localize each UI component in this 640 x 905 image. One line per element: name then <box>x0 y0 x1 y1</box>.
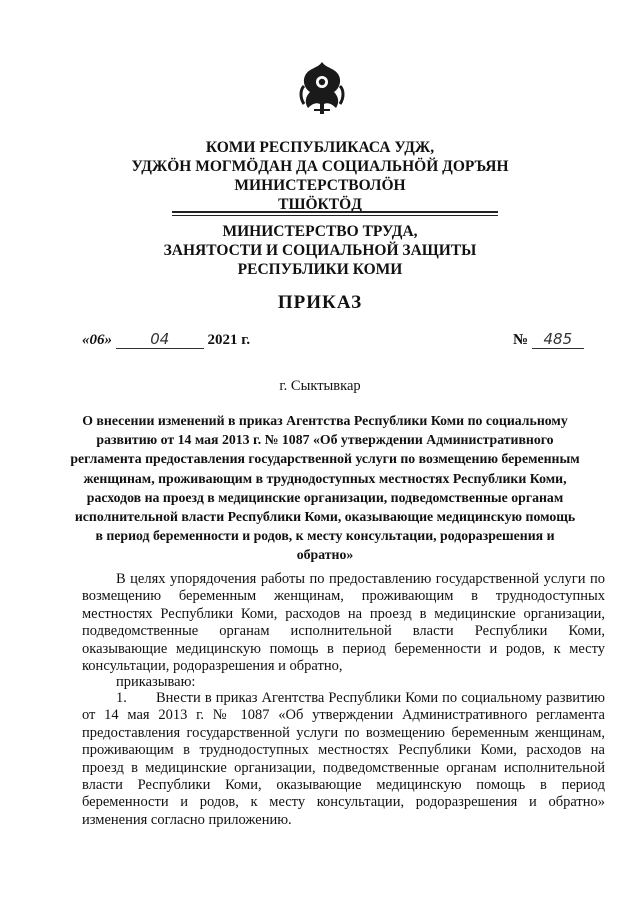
order-number-handwritten: 485 <box>532 330 584 349</box>
date-day: «06» <box>82 332 112 348</box>
coat-of-arms-emblem <box>296 58 348 118</box>
header-divider-thin <box>172 215 498 216</box>
item-1-text: Внести в приказ Агентства Республики Коми по социальному развитию от 14 мая 2013 г. № 1087 «Об утверждении Административного регламента предоставления государственной услуги по возмещению беременным женщинам, проживающим в труднодоступных местностях Республики Коми, расходов на проезд в медицинские организации, подведомственные органам исполнительной власти Республики Коми, оказывающие медицинскую помощь в период беременности и родов, к месту консультации, родоразрешения и обратно» изменения согласно приложению. <box>82 690 605 828</box>
document-title: ПРИКАЗ <box>277 292 363 313</box>
header-russian-line: ЗАНЯТОСТИ И СОЦИАЛЬНОЙ ЗАЩИТЫ <box>163 242 477 259</box>
header-komi-line: МИНИСТЕРСТВОЛӦН <box>234 177 406 194</box>
header-russian-line: МИНИСТЕРСТВО ТРУДА, <box>222 223 418 240</box>
order-date <box>82 330 250 349</box>
order-number <box>513 330 584 349</box>
city: г. Сыктывкар <box>279 378 361 394</box>
header-russian <box>0 222 640 279</box>
header-russian-line: РЕСПУБЛИКИ КОМИ <box>237 261 403 278</box>
date-month-handwritten: 04 <box>116 330 204 349</box>
header-komi <box>0 138 640 214</box>
header-komi-line: ТШӦКТӦД <box>278 196 362 213</box>
header-komi-line: УДЖӦН МОГМӦДАН ДА СОЦИАЛЬНӦЙ ДОРЪЯН <box>131 158 509 175</box>
item-1-paragraph <box>82 690 605 829</box>
order-number-label: № <box>513 332 529 348</box>
preamble-paragraph: В целях упорядочения работы по предоставлению государственной услуги по возмещению беременным женщинам, проживающим в труднодоступных местностях Республики Коми, расходов на проезд в медицинские организации, подведомственные органам исполнительной власти Республики Коми, оказывающие медицинскую помощь в период беременности и родов, к месту консультации, родоразрешения и обратно, <box>82 571 605 675</box>
date-year: 2021 г. <box>207 332 251 348</box>
header-komi-line: КОМИ РЕСПУБЛИКАСА УДЖ, <box>205 139 435 156</box>
order-word: приказываю: <box>116 674 196 690</box>
item-1-number: 1. <box>116 690 127 706</box>
order-subject: О внесении изменений в приказ Агентства Республики Коми по социальному развитию от 14 мая 2013 г. № 1087 «Об утверждении Административного регламента предоставления государственной услуги по возмещению беременным женщинам, проживающим в труднодоступных местностях Республики Коми, расходов на проезд в медицинские организации, подведомственные органам исполнительной власти Республики Коми, оказывающие медицинскую помощь в период беременности и родов, к месту консультации, родоразрешения и обратно» <box>70 413 580 563</box>
header-divider-thick <box>172 211 498 213</box>
